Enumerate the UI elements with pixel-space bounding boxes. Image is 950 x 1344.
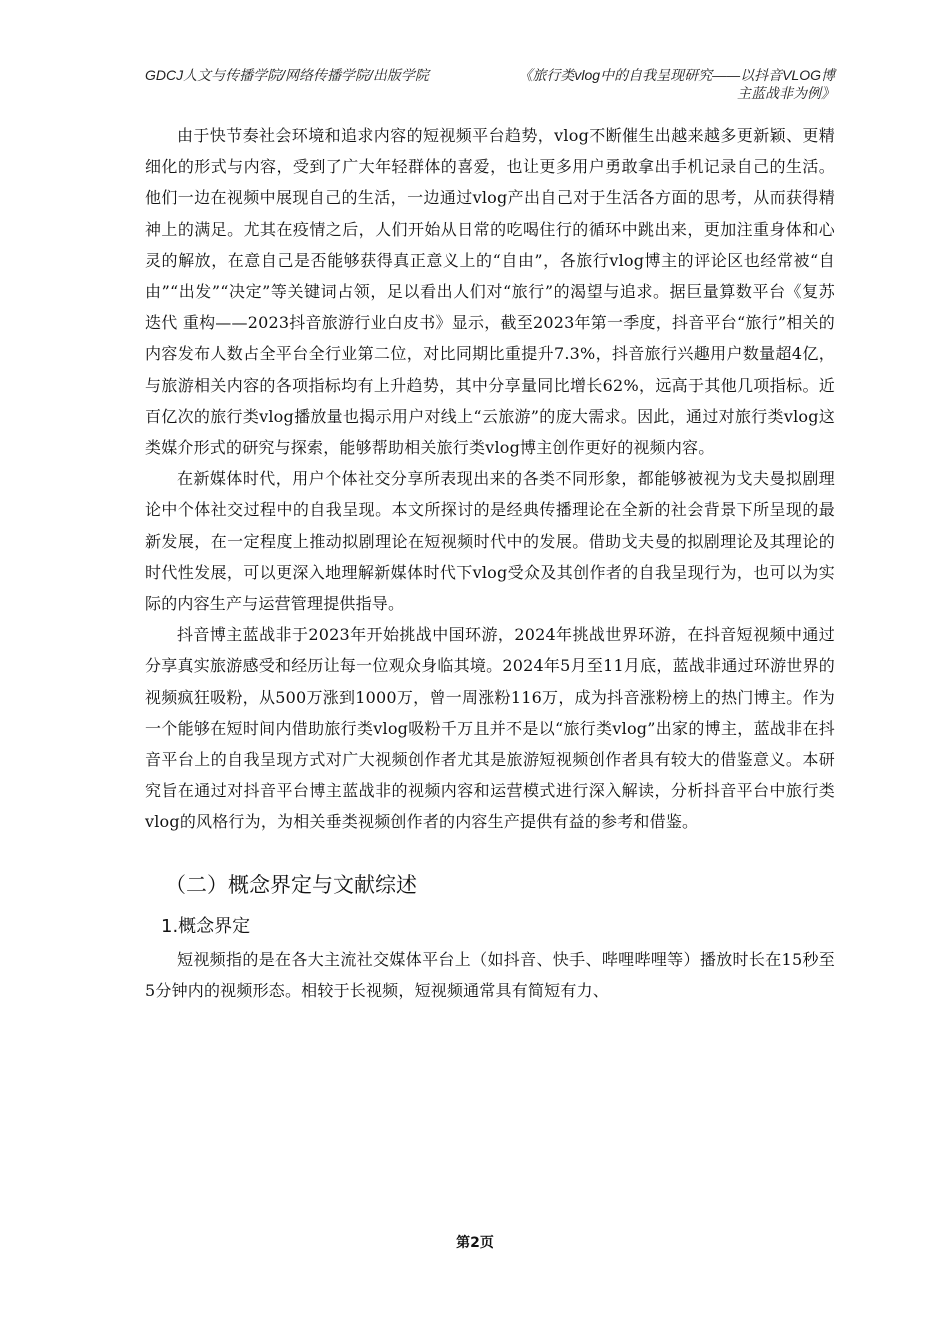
body-paragraph-4: 短视频指的是在各大主流社交媒体平台上（如抖音、快手、哔哩哔哩等）播放时长在15秒至5分钟内的视频形态。相较于长视频，短视频通常具有简短有力、 (145, 949, 835, 1000)
subsection-heading: 1.概念界定 (161, 915, 251, 937)
header-institution: GDCJ人文与传播学院/网络传播学院/出版学院 (145, 67, 429, 83)
page-body (145, 120, 835, 1006)
section-heading: （二）概念界定与文献综述 (165, 872, 417, 897)
body-paragraph-1: 由于快节奏社会环境和追求内容的短视频平台趋势，vlog不断催生出越来越多更新颖、更精细化的形式与内容，受到了广大年轻群体的喜爱，也让更多用户勇敢拿出手机记录自己的生活。他们一边在视频中展现自己的生活，一边通过vlog产出自己对于生活各方面的思考，从而获得精神上的满足。尤其在疫情之后，人们开始从日常的吃喝住行的循环中跳出来，更加注重身体和心灵的解放，在意自己是否能够获得真正意义上的“自由”，各旅行vlog博主的评论区也经常被“自由”“出发”“决定”等关键词占领，足以看出人们对“旅行”的渴望与追求。据巨量算数平台《复苏 迭代 重构——2023抖音旅游行业白皮书》显示，截至2023年第一季度，抖音平台“旅行”相关的内容发布人数占全平台全行业第二位，对比同期比重提升7.3%，抖音旅行兴趣用户数量超4亿，与旅游相关内容的各项指标均有上升趋势，其中分享量同比增长62%，远高于其他几项指标。近百亿次的旅行类vlog播放量也揭示用户对线上“云旅游”的庞大需求。因此，通过对旅行类vlog这类媒介形式的研究与探索，能够帮助相关旅行类vlog博主创作更好的视频内容。 (145, 126, 835, 458)
body-paragraph-2: 在新媒体时代，用户个体社交分享所表现出来的各类不同形象，都能够被视为戈夫曼拟剧理论中个体社交过程中的自我呈现。本文所探讨的是经典传播理论在全新的社会背景下所呈现的最新发展，在一定程度上推动拟剧理论在短视频时代中的发展。借助戈夫曼的拟剧理论及其理论的时代性发展，可以更深入地理解新媒体时代下vlog受众及其创作者的自我呈现行为，也可以为实际的内容生产与运营管理提供指导。 (145, 469, 835, 614)
page-number: 第2页 (456, 1235, 494, 1251)
body-paragraph-3: 抖音博主蓝战非于2023年开始挑战中国环游，2024年挑战世界环游，在抖音短视频中通过分享真实旅游感受和经历让每一位观众身临其境。2024年5月至11月底，蓝战非通过环游世界的视频疯狂吸粉，从500万涨到1000万，曾一周涨粉116万，成为抖音涨粉榜上的热门博主。作为一个能够在短时间内借助旅行类vlog吸粉千万且并不是以“旅行类vlog”出家的博主，蓝战非在抖音平台上的自我呈现方式对广大视频创作者尤其是旅游短视频创作者具有较大的借鉴意义。本研究旨在通过对抖音平台博主蓝战非的视频内容和运营模式进行深入解读，分析抖音平台中旅行类vlog的风格行为，为相关垂类视频创作者的内容生产提供有益的参考和借鉴。 (145, 625, 835, 832)
header-thesis-title: 《旅行类vlog中的自我呈现研究——以抖音VLOG博主蓝战非为例》 (518, 67, 835, 101)
